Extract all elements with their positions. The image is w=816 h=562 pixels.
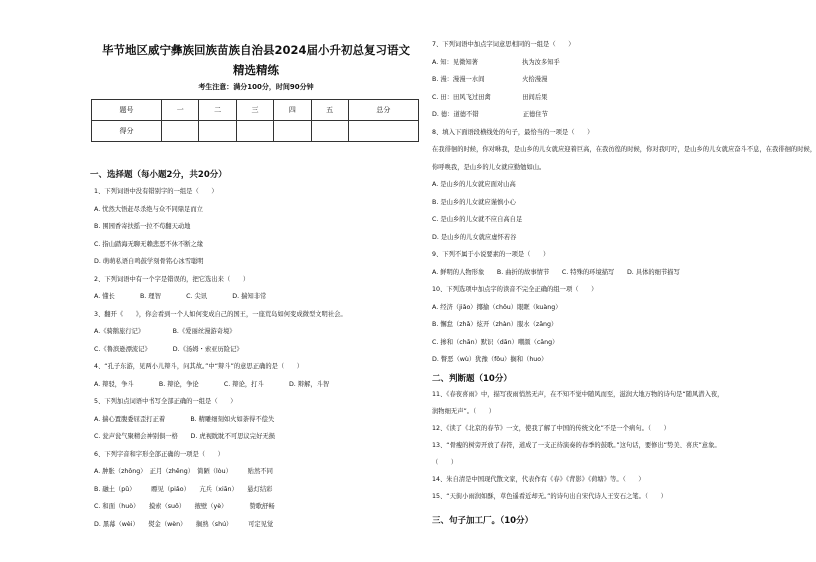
- score-cell: [236, 121, 273, 142]
- score-header-cell: 四: [274, 100, 311, 121]
- document-title-line2: 精选精练: [233, 63, 279, 77]
- section-heading-sentence: 三、句子加工厂。（10分）: [432, 516, 534, 526]
- score-cell: [311, 121, 348, 142]
- question-line: 10、下列选项中加点字的读音不完全正确的组一项（ ）: [432, 286, 598, 293]
- score-table-header-row: [92, 100, 419, 121]
- question-line: 15、“天街小雨润如酥，草色遥看近却无。”的诗句出自宋代诗人王安石之笔。（ ）: [432, 493, 667, 500]
- question-line: D. 是山乡的儿女就应虚怀若谷: [432, 233, 517, 241]
- question-line: A. 辩驳，争斗 B. 辩论，争论 C. 辩论，打斗 D. 辩解，斗智: [94, 380, 330, 388]
- question-line: 4、“孔子东游，见两小儿辩斗，问其故。”中“辩斗”的意思正确的是（ ）: [94, 363, 304, 370]
- document-title-line1: 毕节地区威宁彝族回族苗族自治县2024届小升初总复习语文: [101, 43, 410, 57]
- question-line: （ ）: [432, 459, 458, 466]
- question-line: C. 指山踏海无聊无赖悲恶不休不断之缘: [94, 240, 204, 248]
- question-line: 2、下列词语中有一个字是错误的，把它选出来（ ）: [94, 275, 250, 283]
- score-cell: [274, 121, 311, 142]
- question-line: 在我徘徊的时候，你对咻我，是山乡的儿女就应迎着巨高，在我彷徨的时候，你对我叮咛，是山乡的儿女就应奋斗不息，在我徘徊的时候，: [432, 146, 816, 153]
- score-header-cell: 题号: [92, 100, 162, 121]
- question-line: 9、下列不属于小说要素的一项是（ ）: [432, 251, 550, 258]
- score-header-cell: 总分: [348, 100, 418, 121]
- question-line: A. 懂长 B. 理智 C. 尖讯 D. 揣知非常: [94, 293, 267, 300]
- question-line: 3、翻开《 》，你会看到一个人如何变成自己的国王，一座荒岛如何变成微型文明社会。: [94, 310, 347, 318]
- question-line: 6、下列字音和字形全部正确的一项是（ ）: [94, 450, 224, 458]
- exam-notice: 考生注意：满分100分，时间90分钟: [198, 83, 314, 91]
- score-header-cell: 二: [199, 100, 236, 121]
- question-line: C.《鲁滨逊漂流记》 D.《汤姆・索亚历险记》: [94, 345, 243, 353]
- question-line: 13、“骨瘦的树旁开放了春符，道成了一支正待演奏的春季的鼓歌。”这句话，要修出“势美、喜庆”意象。: [432, 442, 721, 449]
- score-cell: [199, 121, 236, 142]
- question-line: B. 围园香寄扶摇一拉不苟翻天动地: [94, 223, 191, 230]
- question-line: C. 和面（huò） 摸索（suǒ） 掖壁（yè） 赞歌舒畅: [94, 503, 275, 510]
- score-cell: [348, 121, 418, 142]
- question-line: D. 萌萌私语自鸣鼓学刻骨铭心冰雪聪明: [94, 258, 204, 265]
- question-line: C. 田：田风飞过田禽 田间后果: [432, 93, 548, 101]
- score-table: [91, 99, 419, 142]
- question-line: A. 鲜明的人物形象 B. 曲折的故事情节 C. 特殊的环境描写 D. 具体的细节描写: [432, 268, 680, 276]
- question-line: C. 瓮声瓮气聚精会神别俱一格 D. 虎视眈眈不可思议完好无损: [94, 433, 275, 440]
- question-line: B. 是山乡的儿女就应谨慎小心: [432, 198, 516, 206]
- section-heading-judge: 二、判断题（10分）: [432, 374, 512, 384]
- score-cell: [162, 121, 199, 142]
- question-line: B. 懈怠（zhǎ）炫开（zhàn）服水（zāng）: [432, 321, 558, 328]
- question-line: B. 融土（pǔ） 瞟见（piǎo） 亢兵（xiān） 悬灯结彩: [94, 485, 273, 493]
- question-line: D. 黑幕（wèi） 熨金（wèn） 搁熟（shú） 可定见觉: [94, 520, 274, 528]
- question-line: 12、《读了《北京的春节》一文，使我了解了中国的传统文化”不是一个病句。（ ）: [432, 425, 670, 432]
- question-line: 14、朱自清是中国现代散文家，代表作有《春》《背影》《荷塘》等。（ ）: [432, 476, 645, 483]
- question-line: A. 忧然大悟赶尽杀绝与众不同鼎足而立: [94, 205, 203, 213]
- question-line: B. 漫：漫漫一水间 火拾漫漫: [432, 76, 548, 83]
- question-line: C. 是山乡的儿女就不应自高自足: [432, 216, 523, 223]
- question-line: A. 是山乡的儿女就应面对山高: [432, 181, 516, 188]
- score-table-score-row: [92, 121, 419, 142]
- score-header-cell: 五: [311, 100, 348, 121]
- question-line: A. 肿胀（zhǒng） 正月（zhēng） 简陋（lòu） 贴然不同: [94, 468, 273, 475]
- question-line: A. 经济（jiǎo）揶揄（chōu）眼眶（kuàng）: [432, 303, 562, 311]
- question-line: 5、下列加点词语中书写全部正确的一组是（ ）: [94, 398, 237, 405]
- question-line: 8、填入下面语段横线处的句子，最恰当的一项是（ ）: [432, 128, 594, 136]
- question-line: 你呼唤我，是山乡的儿女就应勤勉如山。: [432, 163, 546, 171]
- question-line: 1、下列词语中没有错别字的一组是（ ）: [94, 188, 218, 195]
- question-line: 11、《春夜喜雨》中，描写夜雨悄然无声，在不知不觉中随风而至，滋润大地万物的诗句是“随风潜入夜，: [432, 391, 724, 398]
- score-header-cell: 一: [162, 100, 199, 121]
- section-heading-choice: 一、选择题（每小题2分，共20分）: [90, 170, 227, 180]
- question-line: D. 德：道德不错 正德住节: [432, 111, 548, 118]
- question-line: A. 知：见微知著 执为汝多知乎: [432, 58, 560, 66]
- question-line: C. 掺和（chān）默识（dān）嘲颜（cāng）: [432, 338, 559, 346]
- question-line: 润物细无声”。（ ）: [432, 408, 496, 415]
- question-line: A. 揣心置腹委屈歪打正着 B. 精雕细刻如火如荼得不偿失: [94, 415, 275, 423]
- question-line: A.《骑鹅旅行记》 B.《爱丽丝漫游奇境》: [94, 328, 236, 335]
- score-row-label: 得分: [92, 121, 162, 142]
- question-line: D. 瞥恶（wù）犹豫（fǒu）搁和（huo）: [432, 356, 548, 363]
- question-line: 7、下列词语中加点字词意思相同的一组是（ ）: [432, 41, 575, 48]
- score-header-cell: 三: [236, 100, 273, 121]
